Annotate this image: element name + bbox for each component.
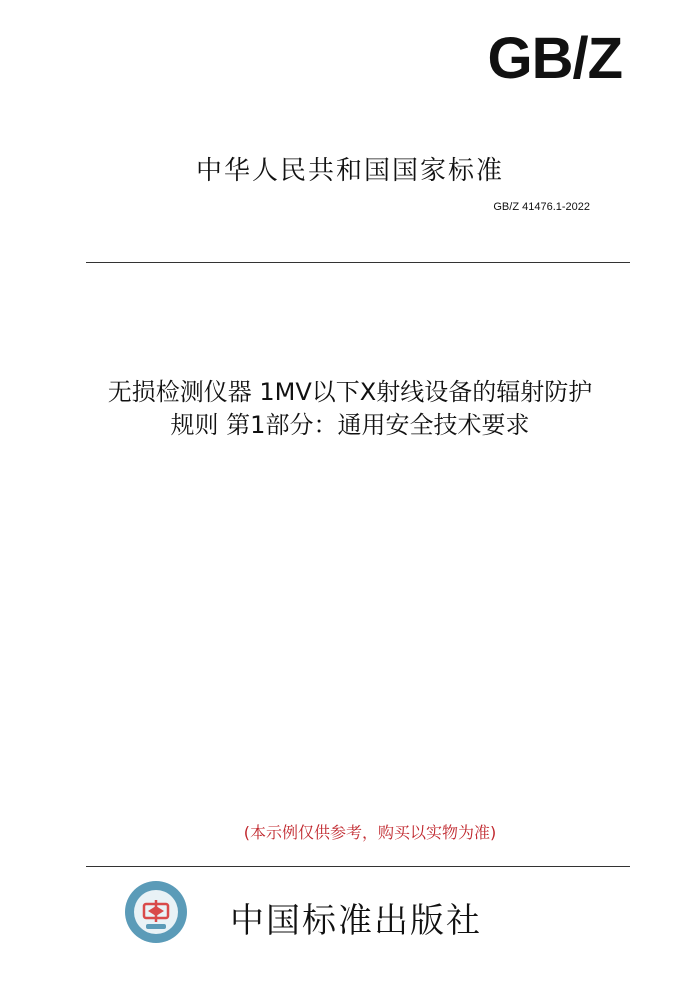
top-divider [86,262,630,263]
standard-type-heading: 中华人民共和国国家标准 [195,156,504,186]
standard-title [0,376,700,442]
title-line-1: 无损检测仪器 1MV以下X射线设备的辐射防护 [107,378,593,406]
title-line-2: 规则 第1部分：通用安全技术要求 [170,411,530,439]
publisher-seal-logo [124,880,188,944]
sample-disclaimer: (本示例仅供参考，购买以实物为准) [243,823,497,842]
standard-code-mark: GB/Z [487,26,622,91]
publisher-name: 中国标准出版社 [230,901,482,941]
seal-text-band [146,924,166,929]
bottom-divider [86,866,630,867]
standard-number: GB/Z 41476.1-2022 [493,201,590,213]
